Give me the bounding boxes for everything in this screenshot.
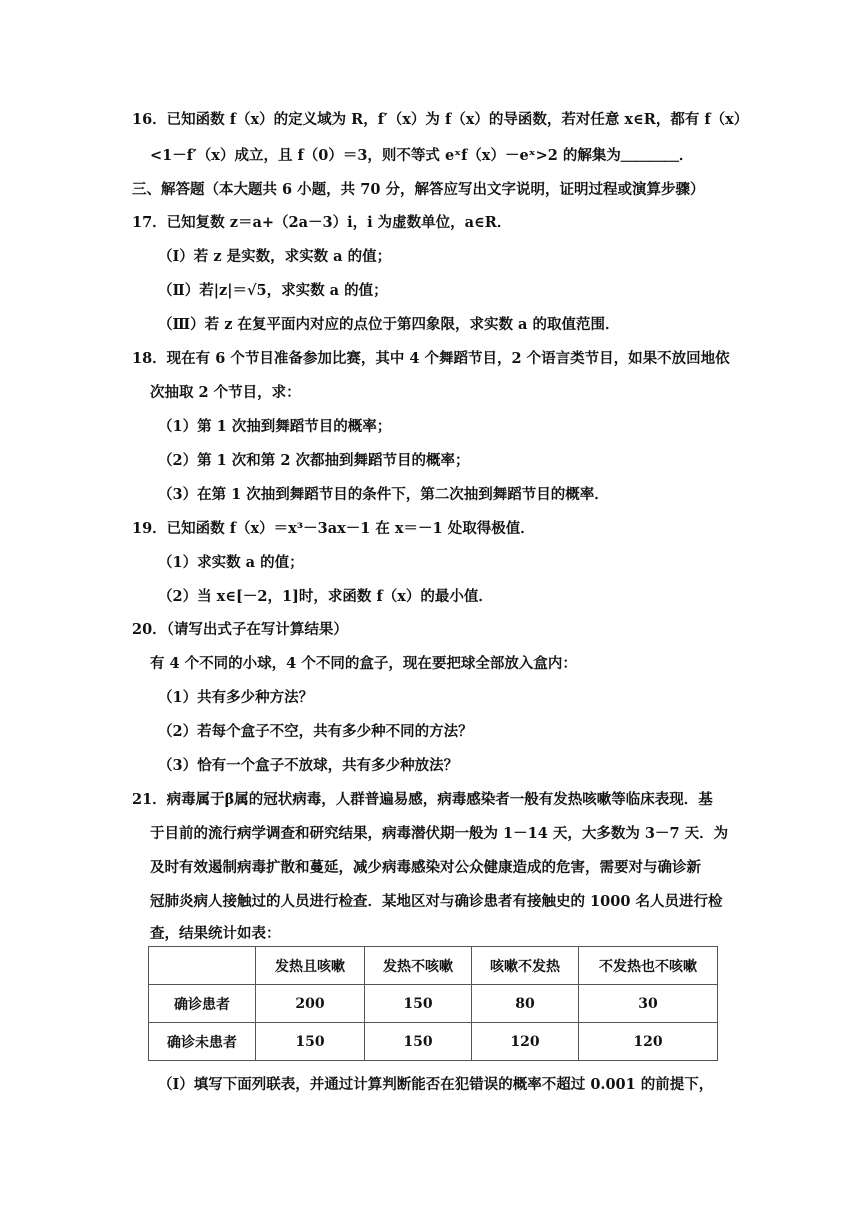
q17-part-3: （Ⅲ）若 z 在复平面内对应的点位于第四象限，求实数 a 的取值范围． <box>158 316 620 333</box>
q19-part-1: （1）求实数 a 的值； <box>158 554 304 571</box>
q19-part-2: （2）当 x∈[－2，1]时，求函数 f（x）的最小值． <box>158 588 493 605</box>
q17-stem: 17．已知复数 z＝a+（2a－3）i，i 为虚数单位，a∈R． <box>132 214 512 231</box>
table-cell: 80 <box>472 985 579 1023</box>
table-cell: 150 <box>256 1023 365 1061</box>
q18-part-1: （1）第 1 次抽到舞蹈节目的概率； <box>158 418 392 435</box>
q21-stem-line-1: 21．病毒属于β属的冠状病毒，人群普遍易感，病毒感染者一般有发热咳嗽等临床表现．基 <box>132 791 713 808</box>
q18-part-3: （3）在第 1 次抽到舞蹈节目的条件下，第二次抽到舞蹈节目的概率． <box>158 486 609 503</box>
table-header-cell: 发热不咳嗽 <box>365 947 472 985</box>
q21-stem-line-5: 查，结果统计如表： <box>150 925 281 942</box>
q16-line-2: <1－f′（x）成立，且 f（0）＝3，则不等式 eˣf（x）－eˣ>2 的解集为＿＿＿＿． <box>150 147 694 164</box>
q19-stem: 19．已知函数 f（x）＝x³－3ax－1 在 x＝－1 处取得极值． <box>132 520 535 537</box>
q21-part-1: （Ⅰ）填写下面列联表，并通过计算判断能否在犯错误的概率不超过 0.001 的前提下， <box>158 1076 714 1093</box>
q17-part-2: （Ⅱ）若|z|＝√5，求实数 a 的值； <box>158 282 388 299</box>
table-cell: 150 <box>365 1023 472 1061</box>
table-row <box>149 1023 718 1061</box>
table-header-cell <box>149 947 256 985</box>
table-header-cell: 咳嗽不发热 <box>472 947 579 985</box>
section-heading: 三、解答题（本大题共 6 小题，共 70 分，解答应写出文字说明，证明过程或演算步骤） <box>132 181 705 198</box>
q18-part-2: （2）第 1 次和第 2 次都抽到舞蹈节目的概率； <box>158 452 470 469</box>
table-header-cell: 发热且咳嗽 <box>256 947 365 985</box>
table-cell: 150 <box>365 985 472 1023</box>
q16-line-1: 16．已知函数 f（x）的定义域为 R，f′（x）为 f（x）的导函数，若对任意 x∈R，都有 f（x） <box>132 111 749 128</box>
q18-stem-line-1: 18．现在有 6 个节目准备参加比赛，其中 4 个舞蹈节目，2 个语言类节目，如果不放回地依 <box>132 350 730 367</box>
table-cell: 30 <box>579 985 718 1023</box>
q17-part-1: （Ⅰ）若 z 是实数，求实数 a 的值； <box>158 248 392 265</box>
table-cell: 120 <box>579 1023 718 1061</box>
table-cell: 200 <box>256 985 365 1023</box>
q18-stem-line-2: 次抽取 2 个节目，求： <box>150 384 301 401</box>
q20-stem: 20．（请写出式子在写计算结果） <box>132 621 348 638</box>
q20-description: 有 4 个不同的小球，4 个不同的盒子，现在要把球全部放入盒内： <box>150 655 577 672</box>
table-header-row <box>149 947 718 985</box>
q21-stem-line-3: 及时有效遏制病毒扩散和蔓延，减少病毒感染对公众健康造成的危害，需要对与确诊新 <box>150 859 701 876</box>
table-row <box>149 985 718 1023</box>
q20-part-3: （3）恰有一个盒子不放球，共有多少种放法？ <box>158 757 459 774</box>
table-cell: 120 <box>472 1023 579 1061</box>
q20-part-1: （1）共有多少种方法？ <box>158 689 314 706</box>
table-header-cell: 不发热也不咳嗽 <box>579 947 718 985</box>
q20-part-2: （2）若每个盒子不空，共有多少种不同的方法？ <box>158 723 473 740</box>
q21-stem-line-4: 冠肺炎病人接触过的人员进行检查．某地区对与确诊患者有接触史的 1000 名人员进行检 <box>150 893 723 910</box>
q21-stem-line-2: 于目前的流行病学调查和研究结果，病毒潜伏期一般为 1－14 天，大多数为 3－7 天．为 <box>150 825 729 842</box>
statistics-table <box>148 946 718 1061</box>
table-row-label: 确诊未患者 <box>149 1023 256 1061</box>
table-row-label: 确诊患者 <box>149 985 256 1023</box>
